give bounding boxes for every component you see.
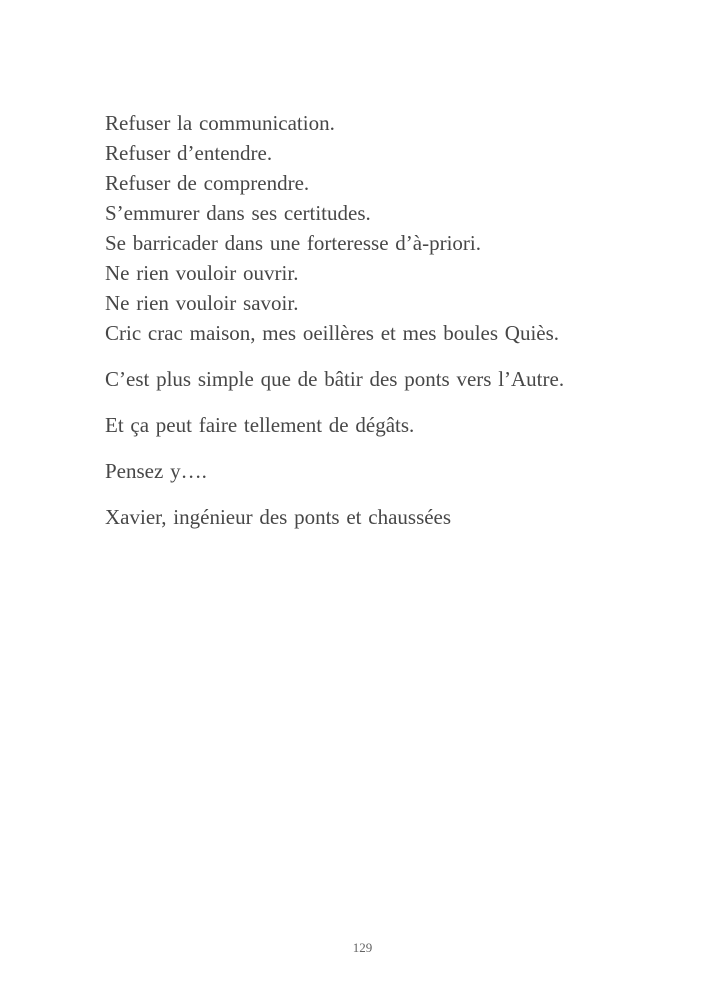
poem-line-8: Cric crac maison, mes oeillères et mes boules Quiès. xyxy=(105,321,560,345)
paragraph-1: C’est plus simple que de bâtir des ponts vers l’Autre. xyxy=(105,367,565,391)
poem-line-2: Refuser d’entendre. xyxy=(105,141,273,165)
poem-line-3: Refuser de comprendre. xyxy=(105,171,310,195)
poem-line-4: S’emmurer dans ses certitudes. xyxy=(105,201,371,225)
poem-line-1: Refuser la communication. xyxy=(105,111,335,135)
paragraph-3: Pensez y…. xyxy=(105,459,207,483)
poem-line-6: Ne rien vouloir ouvrir. xyxy=(105,261,299,285)
signature-line: Xavier, ingénieur des ponts et chaussées xyxy=(105,505,452,529)
text-block xyxy=(105,108,654,532)
poem-line-5: Se barricader dans une forteresse d’à-priori. xyxy=(105,231,481,255)
paragraph-2: Et ça peut faire tellement de dégâts. xyxy=(105,413,415,437)
page-number: 129 xyxy=(352,940,373,955)
poem-line-7: Ne rien vouloir savoir. xyxy=(105,291,299,315)
